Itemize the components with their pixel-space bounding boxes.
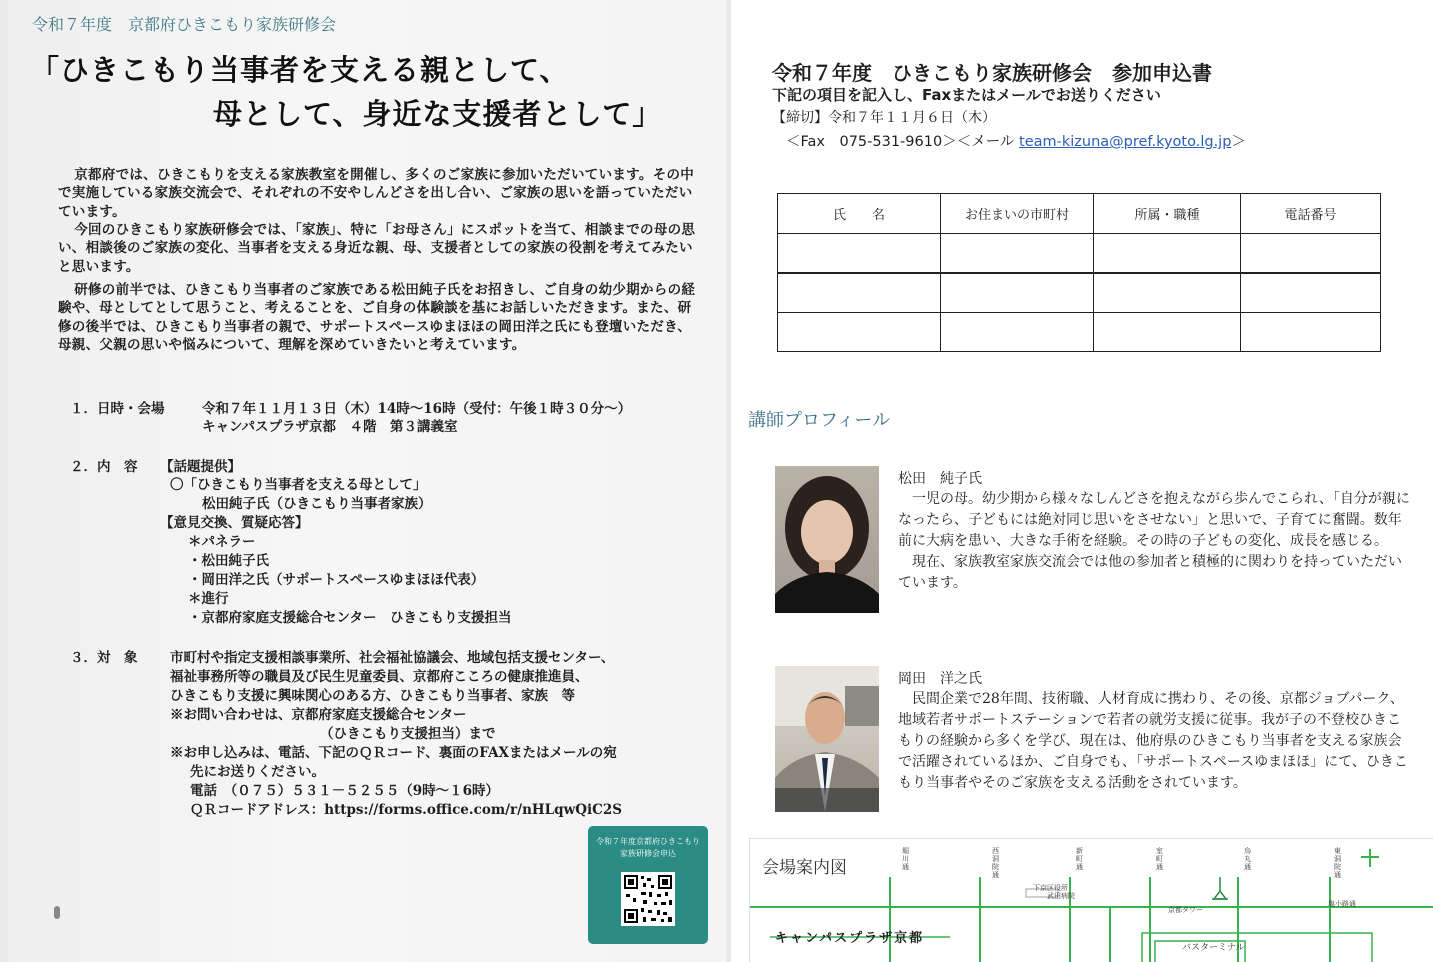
section2-line: 【意見交換、質疑応答】 [160, 515, 309, 531]
qr-caption: 令和７年度京都府ひきこもり家族研修会申込 [596, 837, 700, 858]
phone-cell[interactable] [1241, 273, 1381, 313]
map-ward-office-label: 下京区役所 [1033, 884, 1068, 892]
column-header-name: 氏 名 [778, 194, 941, 234]
contact-line [786, 130, 1246, 151]
name-cell[interactable] [778, 273, 941, 313]
column-header-phone: 電話番号 [1241, 194, 1381, 234]
fax-number: ＜Fax 075-531-9610＞＜メール [786, 134, 1015, 150]
city-cell[interactable] [941, 273, 1094, 313]
name-cell[interactable] [778, 313, 941, 352]
form-title: 令和７年度 ひきこもり家族研修会 参加申込書 [772, 61, 1212, 85]
section2-line: ・岡田洋之氏（サポートスペースゆまほほ代表） [188, 572, 485, 588]
map-bus-terminal-label: バスターミナル [1182, 943, 1245, 953]
section3-line: 市町村や指定支援相談事業所、社会福祉協議会、地域包括支援センター、 [170, 650, 615, 666]
application-note: 先にお送りください。 [190, 764, 325, 780]
section2-line: ＊パネラー [188, 534, 256, 550]
section1-venue: キャンパスプラザ京都 ４階 第３講義室 [202, 419, 458, 435]
section2-line: 松田純子氏（ひきこもり当事者家族） [202, 496, 432, 512]
inquiry-note: （ひきこもり支援担当）まで [320, 726, 496, 742]
section2-line: ＊進行 [188, 591, 229, 607]
phone-cell[interactable] [1241, 313, 1381, 352]
city-cell[interactable] [941, 313, 1094, 352]
qr-code-icon[interactable] [621, 872, 675, 926]
intro-paragraph-1: 京都府では、ひきこもりを支える家族教室を開催し、多くのご家族に参加いただいています。その中で実施している家族交流会で、それぞれの不安やしんどさを出し合い、ご家族の思いを語っていただいています。 [58, 167, 695, 220]
lecturer1-name: 松田 純子氏 [898, 471, 982, 487]
section2-line: 【話題提供】 [160, 459, 241, 475]
street-label: 烏丸通 [1244, 847, 1251, 871]
application-note: ※お申し込みは、電話、下記のＱＲコード、裏面のFAXまたはメールの宛 [170, 745, 617, 761]
table-header-row [778, 194, 1381, 234]
street-label: 室町通 [1156, 847, 1163, 871]
table-row [778, 273, 1381, 313]
page-marker [54, 906, 60, 919]
lecturer1-bio: 一児の母。幼少期から様々なしんどさを抱えながら歩んでこられ、「自分が親になったら、子どもには絶対同じ思いをさせない」と思いで、子育てに奮闘。数年前に大病を患い、大きな手術を経験。その時の子どもの変化、成長を感じる。 現在、家族教室家族交流会では他の参加者と積極的に関わりを持っていただいています。 [898, 491, 1410, 591]
affiliation-cell[interactable] [1094, 313, 1241, 352]
intro-paragraph-3: 研修の前半では、ひきこもり当事者のご家族である松田純子氏をお招きし、ご自身の幼少期からの経験や、母としてとして思うこと、考えることを、ご自身の体験談を基にお話しいただきます。また、研修の後半では、ひきこもり当事者の親で、サポートスペースゆまほほの岡田洋之氏にも登壇いただき、母親、父親の思いや悩みについて、理解を深めていきたいと考えています。 [58, 282, 696, 353]
kyoto-tower-icon [1212, 877, 1228, 899]
map-station-label: 京都タワー [1168, 906, 1203, 914]
inquiry-note: ※お問い合わせは、京都府家庭支援総合センター [170, 707, 467, 723]
lecturer2-photo [775, 666, 879, 812]
map-venue-label: キャンパスプラザ京都 [775, 931, 925, 946]
column-header-affiliation: 所属・職種 [1094, 194, 1241, 234]
venue-map[interactable] [749, 838, 1433, 962]
column-header-city: お住まいの市町村 [941, 194, 1094, 234]
lecturer2-name: 岡田 洋之氏 [898, 671, 982, 687]
email-link[interactable]: team-kizuna@pref.kyoto.lg.jp [1019, 134, 1232, 150]
street-label: 堀川通 [902, 847, 909, 871]
lecturer1-photo [775, 466, 879, 613]
section2-line: 〇「ひきこもり当事者を支える母として」 [170, 477, 427, 493]
section3-line: ひきこもり支援に興味関心のある方、ひきこもり当事者、家族 等 [170, 688, 575, 704]
section1-label: １．日時・会場 [70, 401, 165, 417]
qr-card[interactable] [588, 826, 708, 944]
section2-line: ・京都府家庭支援総合センター ひきこもり支援担当 [188, 610, 512, 626]
table-row [778, 313, 1381, 352]
table-row [778, 234, 1381, 274]
section2-label: ２．内 容 [70, 459, 138, 475]
section3-label: ３．対 象 [70, 650, 138, 666]
profile-heading: 講師プロフィール [748, 410, 891, 431]
street-label: 新町通 [1076, 847, 1083, 871]
map-street-label: 塩小路通 [1328, 900, 1356, 908]
main-title-line2: 母として、身近な支援者として」 [213, 97, 663, 131]
series-title: 令和７年度 京都府ひきこもり家族研修会 [32, 15, 337, 34]
map-title: 会場案内図 [762, 858, 847, 878]
affiliation-cell[interactable] [1094, 234, 1241, 274]
main-title-line1: 「ひきこもり当事者を支える親として、 [30, 53, 570, 87]
city-cell[interactable] [941, 234, 1094, 274]
street-label: 東洞院通 [1334, 847, 1341, 879]
map-hospital-label: 武田病院 [1047, 892, 1075, 900]
qr-address[interactable]: ＱＲコードアドレス：https://forms.office.com/r/nHLqwQiC2S [190, 802, 622, 818]
phone-cell[interactable] [1241, 234, 1381, 274]
section1-datetime: 令和７年１１月１３日（木）14時～16時（受付：午後１時３０分～） [202, 401, 632, 417]
phone-number: 電話 （０７５）５３１－５２５５（9時～１6時） [190, 783, 500, 799]
flyer-page [8, 0, 726, 962]
intro-paragraph-2: 今回のひきこもり家族研修会では、「家族」、特に「お母さん」にスポットを当て、相談までの母の思い、相談後のご家族の変化、当事者を支える身近な親、母、支援者としての家族の役割を考えてみたいと思います。 [58, 222, 696, 275]
deadline: 【締切】令和７年１１月６日（木） [772, 110, 996, 126]
name-cell[interactable] [778, 234, 941, 274]
lecturer2-bio: 民間企業で28年間、技術職、人材育成に携わり、その後、京都ジョブパーク、地域若者サポートステーションで若者の就労支援に従事。我が子の不登校ひきこもりの経験から多くを学び、現在は、他府県のひきこもり当事者を支える家族会で活躍されているほか、ご自身でも、「サポートスペースゆまほほ」にて、ひきこもり当事者やそのご家族を支える活動をされています。 [898, 691, 1408, 791]
section3-line: 福祉事務所等の職員及び民生児童委員、京都府こころの健康推進員、 [170, 669, 589, 685]
street-label: 西洞院通 [992, 847, 999, 879]
section2-line: ・松田純子氏 [188, 553, 269, 569]
application-table [777, 193, 1381, 352]
form-instruction: 下記の項目を記入し、Faxまたはメールでお送りください [772, 86, 1161, 104]
affiliation-cell[interactable] [1094, 273, 1241, 313]
application-page [731, 0, 1433, 962]
contact-end: ＞ [1231, 134, 1246, 150]
